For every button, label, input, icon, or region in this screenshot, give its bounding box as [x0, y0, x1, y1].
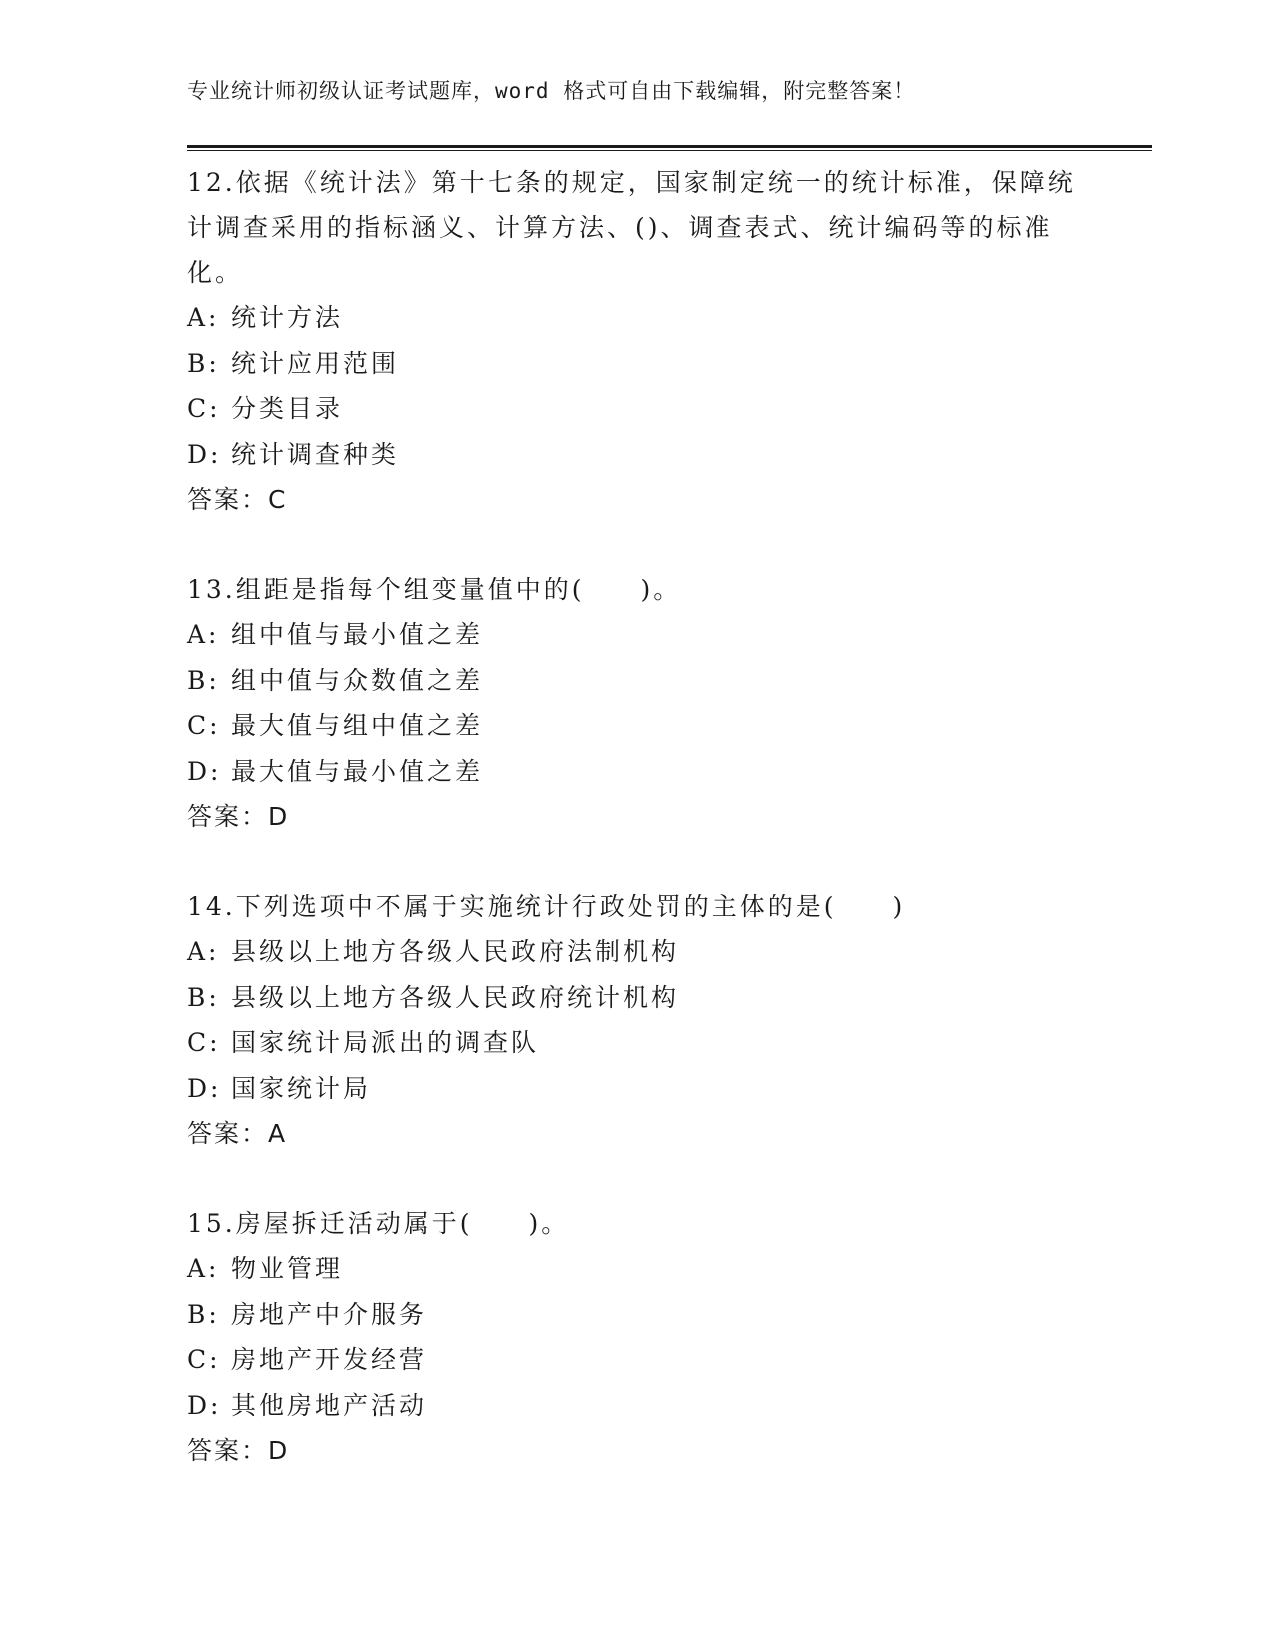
option-text: 其他房地产活动 — [231, 1390, 428, 1420]
question-list — [187, 160, 1087, 1518]
option-text: 统计应用范围 — [231, 348, 400, 378]
option-b — [187, 1292, 1087, 1338]
question-15 — [187, 1201, 1087, 1474]
option-b — [187, 341, 1087, 387]
option-text: 物业管理 — [231, 1254, 344, 1283]
option-letter: D: — [187, 1390, 222, 1420]
option-letter: A: — [187, 303, 220, 332]
question-12 — [187, 160, 1087, 523]
option-text: 国家统计局 — [231, 1073, 372, 1103]
option-a — [187, 295, 1087, 341]
option-d — [187, 1383, 1087, 1429]
option-b — [187, 658, 1087, 704]
answer-line: 答案：A — [187, 1119, 288, 1148]
option-letter: D: — [187, 439, 222, 469]
question-stem: 13.组距是指每个组变量值中的( )。 — [187, 575, 682, 604]
option-text: 房地产中介服务 — [231, 1299, 428, 1329]
answer-line: 答案：C — [187, 485, 288, 514]
option-text: 县级以上地方各级人民政府法制机构 — [231, 937, 680, 966]
option-d — [187, 432, 1087, 478]
question-stem: 14.下列选项中不属于实施统计行政处罚的主体的是( ) — [187, 892, 906, 921]
option-d — [187, 749, 1087, 795]
option-a — [187, 612, 1087, 658]
option-c — [187, 1337, 1087, 1383]
option-letter: A: — [187, 937, 220, 966]
option-text: 组中值与众数值之差 — [231, 665, 484, 695]
option-letter: C: — [187, 1028, 221, 1057]
option-c — [187, 1020, 1087, 1066]
option-a — [187, 929, 1087, 975]
option-letter: B: — [187, 1299, 220, 1329]
question-stem: 12.依据《统计法》第十七条的规定，国家制定统一的统计标准，保障统计调查采用的指标涵义、计算方法、()、调查表式、统计编码等的标准化。 — [187, 168, 1076, 287]
header-rule-thick — [187, 145, 1152, 148]
option-letter: C: — [187, 394, 221, 423]
option-c — [187, 703, 1087, 749]
option-a — [187, 1246, 1087, 1292]
option-text: 组中值与最小值之差 — [231, 620, 484, 649]
option-b — [187, 975, 1087, 1021]
option-c — [187, 386, 1087, 432]
option-letter: D: — [187, 1073, 222, 1103]
option-letter: D: — [187, 756, 222, 786]
option-letter: A: — [187, 620, 220, 649]
option-letter: C: — [187, 711, 221, 740]
question-stem: 15.房屋拆迁活动属于( )。 — [187, 1209, 570, 1238]
answer-line: 答案：D — [187, 1436, 290, 1465]
option-text: 统计方法 — [231, 303, 344, 332]
option-letter: C: — [187, 1345, 221, 1374]
option-text: 最大值与最小值之差 — [231, 756, 484, 786]
option-text: 最大值与组中值之差 — [231, 711, 484, 740]
page-header: 专业统计师初级认证考试题库，word 格式可自由下载编辑，附完整答案！ — [187, 79, 916, 103]
option-letter: B: — [187, 982, 220, 1012]
option-letter: A: — [187, 1254, 220, 1283]
option-text: 统计调查种类 — [231, 439, 400, 469]
question-14 — [187, 884, 1087, 1157]
option-letter: B: — [187, 348, 220, 378]
option-letter: B: — [187, 665, 220, 695]
option-text: 国家统计局派出的调查队 — [231, 1028, 540, 1057]
option-d — [187, 1066, 1087, 1112]
option-text: 分类目录 — [231, 394, 344, 423]
answer-line: 答案：D — [187, 802, 290, 831]
option-text: 县级以上地方各级人民政府统计机构 — [231, 982, 680, 1012]
question-13 — [187, 567, 1087, 840]
option-text: 房地产开发经营 — [231, 1345, 428, 1374]
header-rule-thin — [187, 150, 1152, 151]
